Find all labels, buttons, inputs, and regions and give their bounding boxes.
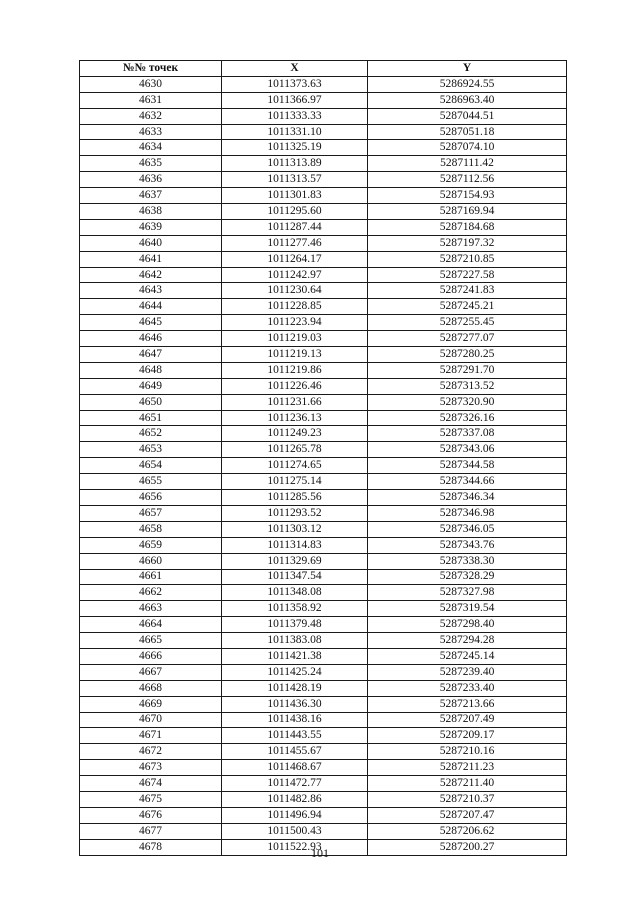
x-coordinate-cell: 1011421.38 (222, 648, 368, 664)
point-number-cell: 4641 (80, 251, 222, 267)
point-number-cell: 4672 (80, 744, 222, 760)
x-coordinate-cell: 1011295.60 (222, 204, 368, 220)
point-number-cell: 4652 (80, 426, 222, 442)
point-number-cell: 4632 (80, 108, 222, 124)
x-coordinate-cell: 1011379.48 (222, 617, 368, 633)
table-row (80, 315, 567, 331)
x-coordinate-cell: 1011274.65 (222, 458, 368, 474)
y-coordinate-cell: 5287245.21 (368, 299, 567, 315)
point-number-cell: 4657 (80, 505, 222, 521)
point-number-cell: 4648 (80, 362, 222, 378)
x-coordinate-cell: 1011313.57 (222, 172, 368, 188)
y-coordinate-cell: 5287337.08 (368, 426, 567, 442)
x-coordinate-cell: 1011242.97 (222, 267, 368, 283)
table-row (80, 219, 567, 235)
y-coordinate-cell: 5286963.40 (368, 92, 567, 108)
table-row (80, 426, 567, 442)
table-row (80, 664, 567, 680)
table-row (80, 442, 567, 458)
x-coordinate-cell: 1011331.10 (222, 124, 368, 140)
x-coordinate-cell: 1011366.97 (222, 92, 368, 108)
table-row (80, 299, 567, 315)
y-coordinate-cell: 5287346.34 (368, 490, 567, 506)
table-row (80, 235, 567, 251)
x-coordinate-cell: 1011348.08 (222, 585, 368, 601)
point-number-cell: 4667 (80, 664, 222, 680)
y-coordinate-cell: 5287206.62 (368, 823, 567, 839)
point-number-cell: 4653 (80, 442, 222, 458)
point-number-cell: 4640 (80, 235, 222, 251)
y-coordinate-cell: 5287209.17 (368, 728, 567, 744)
y-coordinate-cell: 5287213.66 (368, 696, 567, 712)
point-number-cell: 4633 (80, 124, 222, 140)
y-coordinate-cell: 5287344.66 (368, 474, 567, 490)
point-number-cell: 4631 (80, 92, 222, 108)
point-number-cell: 4664 (80, 617, 222, 633)
table-row (80, 680, 567, 696)
y-coordinate-cell: 5287207.49 (368, 712, 567, 728)
table-row (80, 728, 567, 744)
x-coordinate-cell: 1011228.85 (222, 299, 368, 315)
table-row (80, 791, 567, 807)
point-number-cell: 4650 (80, 394, 222, 410)
table-row (80, 458, 567, 474)
table-row (80, 124, 567, 140)
y-coordinate-cell: 5287074.10 (368, 140, 567, 156)
x-coordinate-cell: 1011500.43 (222, 823, 368, 839)
y-coordinate-cell: 5287207.47 (368, 807, 567, 823)
x-coordinate-cell: 1011301.83 (222, 188, 368, 204)
x-coordinate-cell: 1011472.77 (222, 776, 368, 792)
point-number-cell: 4638 (80, 204, 222, 220)
y-coordinate-cell: 5287210.37 (368, 791, 567, 807)
y-coordinate-cell: 5287291.70 (368, 362, 567, 378)
y-coordinate-cell: 5287211.23 (368, 760, 567, 776)
table-row (80, 267, 567, 283)
table-row (80, 474, 567, 490)
y-coordinate-cell: 5287298.40 (368, 617, 567, 633)
x-coordinate-cell: 1011231.66 (222, 394, 368, 410)
table-row (80, 188, 567, 204)
table-row (80, 362, 567, 378)
point-number-cell: 4645 (80, 315, 222, 331)
x-coordinate-cell: 1011285.56 (222, 490, 368, 506)
point-number-cell: 4676 (80, 807, 222, 823)
x-coordinate-cell: 1011455.67 (222, 744, 368, 760)
y-coordinate-cell: 5287280.25 (368, 347, 567, 363)
table-row (80, 569, 567, 585)
point-number-cell: 4643 (80, 283, 222, 299)
header-point-number: №№ точек (80, 61, 222, 77)
table-row (80, 744, 567, 760)
x-coordinate-cell: 1011219.13 (222, 347, 368, 363)
table-row (80, 172, 567, 188)
x-coordinate-cell: 1011314.83 (222, 537, 368, 553)
table-row (80, 807, 567, 823)
header-y: Y (368, 61, 567, 77)
table-row (80, 394, 567, 410)
x-coordinate-cell: 1011249.23 (222, 426, 368, 442)
x-coordinate-cell: 1011226.46 (222, 378, 368, 394)
table-row (80, 156, 567, 172)
point-number-cell: 4677 (80, 823, 222, 839)
y-coordinate-cell: 5287346.05 (368, 521, 567, 537)
y-coordinate-cell: 5287210.16 (368, 744, 567, 760)
x-coordinate-cell: 1011373.63 (222, 76, 368, 92)
y-coordinate-cell: 5287255.45 (368, 315, 567, 331)
x-coordinate-cell: 1011333.33 (222, 108, 368, 124)
y-coordinate-cell: 5287344.58 (368, 458, 567, 474)
y-coordinate-cell: 5287326.16 (368, 410, 567, 426)
x-coordinate-cell: 1011496.94 (222, 807, 368, 823)
x-coordinate-cell: 1011428.19 (222, 680, 368, 696)
y-coordinate-cell: 5287338.30 (368, 553, 567, 569)
table-row (80, 283, 567, 299)
table-row (80, 760, 567, 776)
y-coordinate-cell: 5287327.98 (368, 585, 567, 601)
point-number-cell: 4669 (80, 696, 222, 712)
point-number-cell: 4647 (80, 347, 222, 363)
x-coordinate-cell: 1011223.94 (222, 315, 368, 331)
y-coordinate-cell: 5287169.94 (368, 204, 567, 220)
y-coordinate-cell: 5287239.40 (368, 664, 567, 680)
x-coordinate-cell: 1011265.78 (222, 442, 368, 458)
table-row (80, 251, 567, 267)
table-row (80, 92, 567, 108)
table-row (80, 553, 567, 569)
y-coordinate-cell: 5287346.98 (368, 505, 567, 521)
x-coordinate-cell: 1011443.55 (222, 728, 368, 744)
table-row (80, 633, 567, 649)
point-number-cell: 4660 (80, 553, 222, 569)
point-number-cell: 4635 (80, 156, 222, 172)
x-coordinate-cell: 1011313.89 (222, 156, 368, 172)
point-number-cell: 4651 (80, 410, 222, 426)
y-coordinate-cell: 5287197.32 (368, 235, 567, 251)
point-number-cell: 4674 (80, 776, 222, 792)
page-number: 101 (311, 846, 329, 860)
point-number-cell: 4673 (80, 760, 222, 776)
x-coordinate-cell: 1011264.17 (222, 251, 368, 267)
y-coordinate-cell: 5287277.07 (368, 331, 567, 347)
x-coordinate-cell: 1011293.52 (222, 505, 368, 521)
table-row (80, 648, 567, 664)
point-number-cell: 4630 (80, 76, 222, 92)
x-coordinate-cell: 1011425.24 (222, 664, 368, 680)
x-coordinate-cell: 1011468.67 (222, 760, 368, 776)
point-number-cell: 4658 (80, 521, 222, 537)
point-number-cell: 4636 (80, 172, 222, 188)
table-row (80, 204, 567, 220)
x-coordinate-cell: 1011358.92 (222, 601, 368, 617)
y-coordinate-cell: 5287210.85 (368, 251, 567, 267)
table-row (80, 617, 567, 633)
x-coordinate-cell: 1011436.30 (222, 696, 368, 712)
y-coordinate-cell: 5287233.40 (368, 680, 567, 696)
y-coordinate-cell: 5287294.28 (368, 633, 567, 649)
y-coordinate-cell: 5287111.42 (368, 156, 567, 172)
point-number-cell: 4646 (80, 331, 222, 347)
point-number-cell: 4671 (80, 728, 222, 744)
table-body (80, 76, 567, 855)
table-row (80, 505, 567, 521)
point-number-cell: 4644 (80, 299, 222, 315)
table-row (80, 108, 567, 124)
x-coordinate-cell: 1011325.19 (222, 140, 368, 156)
table-row (80, 537, 567, 553)
y-coordinate-cell: 5287112.56 (368, 172, 567, 188)
x-coordinate-cell: 1011347.54 (222, 569, 368, 585)
y-coordinate-cell: 5287313.52 (368, 378, 567, 394)
point-number-cell: 4655 (80, 474, 222, 490)
x-coordinate-cell: 1011230.64 (222, 283, 368, 299)
x-coordinate-cell: 1011219.86 (222, 362, 368, 378)
y-coordinate-cell: 5287044.51 (368, 108, 567, 124)
table-row (80, 331, 567, 347)
table-row (80, 601, 567, 617)
x-coordinate-cell: 1011236.13 (222, 410, 368, 426)
table-row (80, 776, 567, 792)
point-number-cell: 4670 (80, 712, 222, 728)
table-row (80, 823, 567, 839)
point-number-cell: 4665 (80, 633, 222, 649)
point-number-cell: 4678 (80, 839, 222, 855)
point-number-cell: 4659 (80, 537, 222, 553)
point-number-cell: 4654 (80, 458, 222, 474)
y-coordinate-cell: 5287211.40 (368, 776, 567, 792)
table-row (80, 490, 567, 506)
x-coordinate-cell: 1011482.86 (222, 791, 368, 807)
y-coordinate-cell: 5287241.83 (368, 283, 567, 299)
y-coordinate-cell: 5287227.58 (368, 267, 567, 283)
y-coordinate-cell: 5287320.90 (368, 394, 567, 410)
point-number-cell: 4668 (80, 680, 222, 696)
y-coordinate-cell: 5287154.93 (368, 188, 567, 204)
point-number-cell: 4663 (80, 601, 222, 617)
table-header-row (80, 61, 567, 77)
y-coordinate-cell: 5287245.14 (368, 648, 567, 664)
x-coordinate-cell: 1011438.16 (222, 712, 368, 728)
point-number-cell: 4639 (80, 219, 222, 235)
y-coordinate-cell: 5287184.68 (368, 219, 567, 235)
y-coordinate-cell: 5287200.27 (368, 839, 567, 855)
table-row (80, 521, 567, 537)
point-number-cell: 4649 (80, 378, 222, 394)
table-row (80, 378, 567, 394)
x-coordinate-cell: 1011219.03 (222, 331, 368, 347)
point-number-cell: 4675 (80, 791, 222, 807)
point-number-cell: 4634 (80, 140, 222, 156)
point-number-cell: 4656 (80, 490, 222, 506)
y-coordinate-cell: 5286924.55 (368, 76, 567, 92)
x-coordinate-cell: 1011522.93 (222, 839, 368, 855)
table-row (80, 410, 567, 426)
coordinates-table (79, 60, 567, 856)
table-row (80, 76, 567, 92)
x-coordinate-cell: 1011329.69 (222, 553, 368, 569)
table-row (80, 347, 567, 363)
y-coordinate-cell: 5287051.18 (368, 124, 567, 140)
point-number-cell: 4642 (80, 267, 222, 283)
point-number-cell: 4661 (80, 569, 222, 585)
y-coordinate-cell: 5287319.54 (368, 601, 567, 617)
x-coordinate-cell: 1011277.46 (222, 235, 368, 251)
point-number-cell: 4637 (80, 188, 222, 204)
header-x: X (222, 61, 368, 77)
y-coordinate-cell: 5287328.29 (368, 569, 567, 585)
table-row (80, 696, 567, 712)
y-coordinate-cell: 5287343.76 (368, 537, 567, 553)
x-coordinate-cell: 1011275.14 (222, 474, 368, 490)
x-coordinate-cell: 1011287.44 (222, 219, 368, 235)
table-row (80, 712, 567, 728)
y-coordinate-cell: 5287343.06 (368, 442, 567, 458)
x-coordinate-cell: 1011383.08 (222, 633, 368, 649)
table-row (80, 585, 567, 601)
table-row (80, 140, 567, 156)
point-number-cell: 4666 (80, 648, 222, 664)
x-coordinate-cell: 1011303.12 (222, 521, 368, 537)
point-number-cell: 4662 (80, 585, 222, 601)
